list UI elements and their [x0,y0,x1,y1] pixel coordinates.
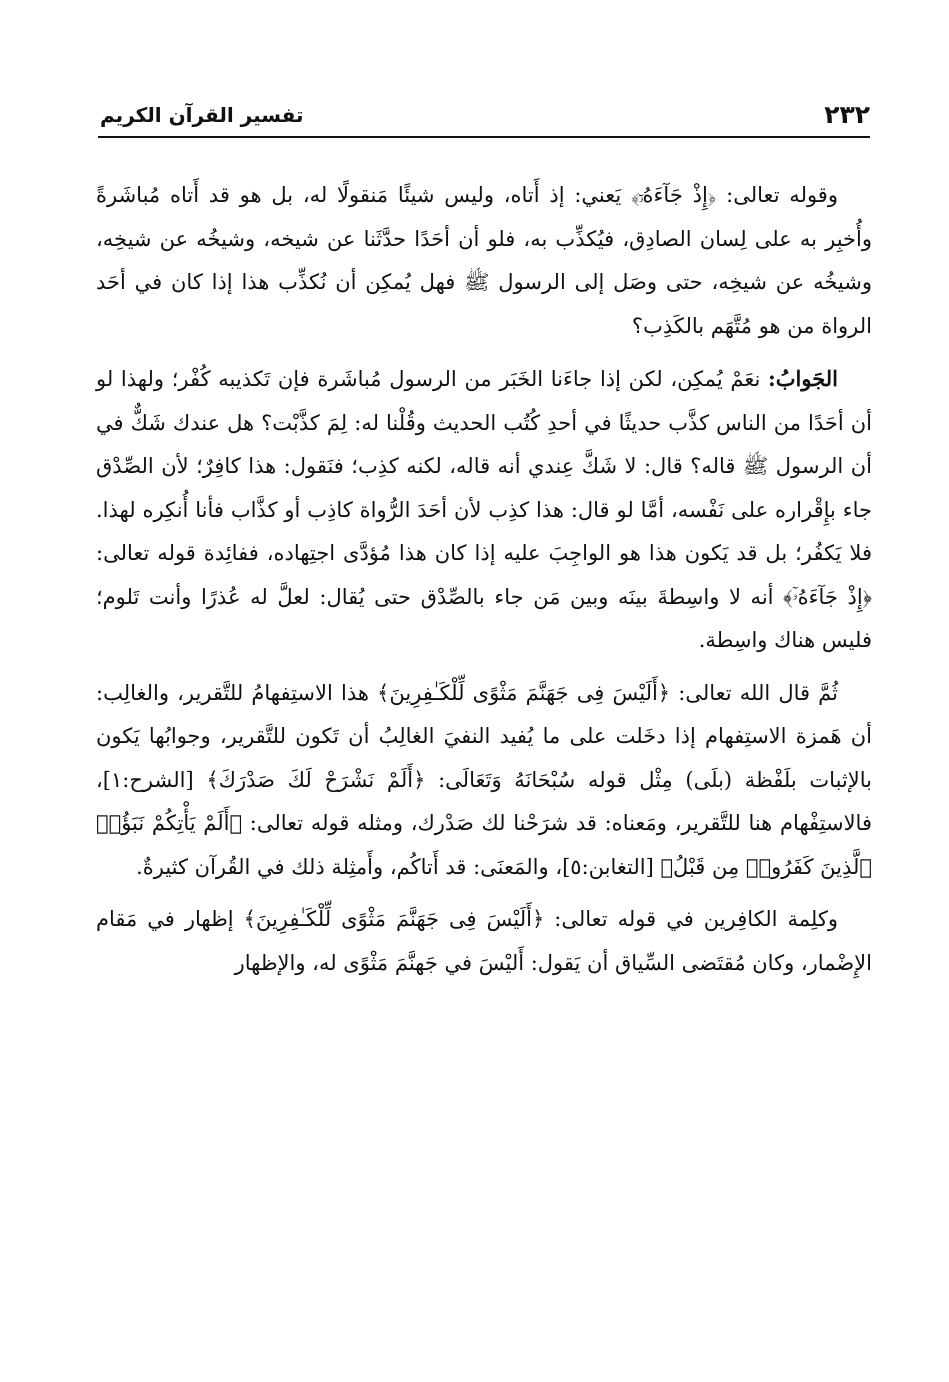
header-rule [98,136,870,138]
book-title: تفسير القرآن الكريم [100,103,304,127]
paragraph-2 [96,357,872,663]
page-number: ٢٣٢ [824,100,870,129]
paragraph-4: وكلِمة الكافِرين في قوله تعالى: ﴿أَلَيْسَ فِى جَهَنَّمَ مَثْوًى لِّلْكَـٰفِرِينَ﴾ إظهار في مَقام الإِضْمار، وكان مُقتَضى السِّياق أن يَقول: أَليْسَ في جَهنَّمَ مَثْوًى له، والإظهار [96,907,872,975]
body-text [96,174,872,994]
answer-text: نعَمْ يُمكِن، لكن إذا جاءَنا الخَبَر من الرسول مُباشَرة فإن تَكذيبه كُفْر؛ ولهذا لو أن أحَدًا من الناس كذَّب حديثًا في أحدِ كُتُب الحديث وقُلْنا له: لِمَ كذَّبْت؟ هل عندك شَكٌّ في أن الرسول ﷺ قاله؟ قال: لا شَكَّ عِندي أنه قاله، لكنه كذِب؛ فنَقول: هذا كافِرٌ؛ لأن الصِّدْق جاء بإِقْراره على نَفْسه، أمَّا لو قال: هذا كذِب لأن أحَدَ الرُّواة كاذِب أو كذَّاب فأنا أُنكِره لهذا. فلا يَكفُر؛ بل قد يَكون هذا هو الواجِبَ عليه إذا كان هذا مُؤدَّى اجتِهاده، ففائِدة قوله تعالى: ﴿إِذْ جَآءَهُۥٓ﴾ أنه لا واسِطةَ بينَه وبين مَن جاء بالصِّدْق حتى يُقال: لعلَّ له عُذرًا وأنت تَلوم؛ فليس هناك واسِطة. [96,367,872,652]
paragraph-1: وقوله تعالى: ﴿إِذْ جَآءَهُۥٓ﴾ يَعني: إذ أَتاه، وليس شيئًا مَنقولًا له، بل هو قد أَتاه مُباشَرةً وأُخبِر به على لِسان الصادِق، فيُكذِّب به، فلو أن أحَدًا حدَّثَنا عن شيخه، وشيخُه عن شيخِه، وشيخُه عن شيخِه، حتى وصَل إلى الرسول ﷺ فهل يُمكِن أن نُكذِّب هذا إذا كان في أحَد الرواة من هو مُتَّهَم بالكَذِب؟ [96,183,872,338]
running-header [98,98,870,132]
paragraph-3: ثُمَّ قال الله تعالى: ﴿أَلَيْسَ فِى جَهَنَّمَ مَثْوًى لِّلْكَـٰفِرِينَ﴾ هذا الاستِفهامُ للتَّقرير، والغالِب: أن هَمزة الاستِفهام إذا دخَلت على ما يُفيد النفيَ الغالِبُ أن تَكون للتَّقرير، وجوابُها يَكون بالإثبات بلَفْظة (بلَى) مِثْل قوله سُبْحَانَهُ وَتَعَالَى: ﴿أَلَمْ نَشْرَحْ لَكَ صَدْرَكَ﴾ [الشرح:١]، فالاستِفْهام هنا للتَّقرير، ومَعناه: قد شرَحْنا لك صَدْرك، ومثله قوله تعالى: ﴿أَلَمْ يَأْتِكُمْ نَبَؤُا۟ ٱلَّذِينَ كَفَرُوا۟ مِن قَبْلُ﴾ [التغابن:٥]، والمَعنَى: قد أَتاكُم، وأَمثِلة ذلك في القُرآن كثيرةٌ. [96,680,872,879]
answer-lead: الجَوابُ: [768,366,838,391]
